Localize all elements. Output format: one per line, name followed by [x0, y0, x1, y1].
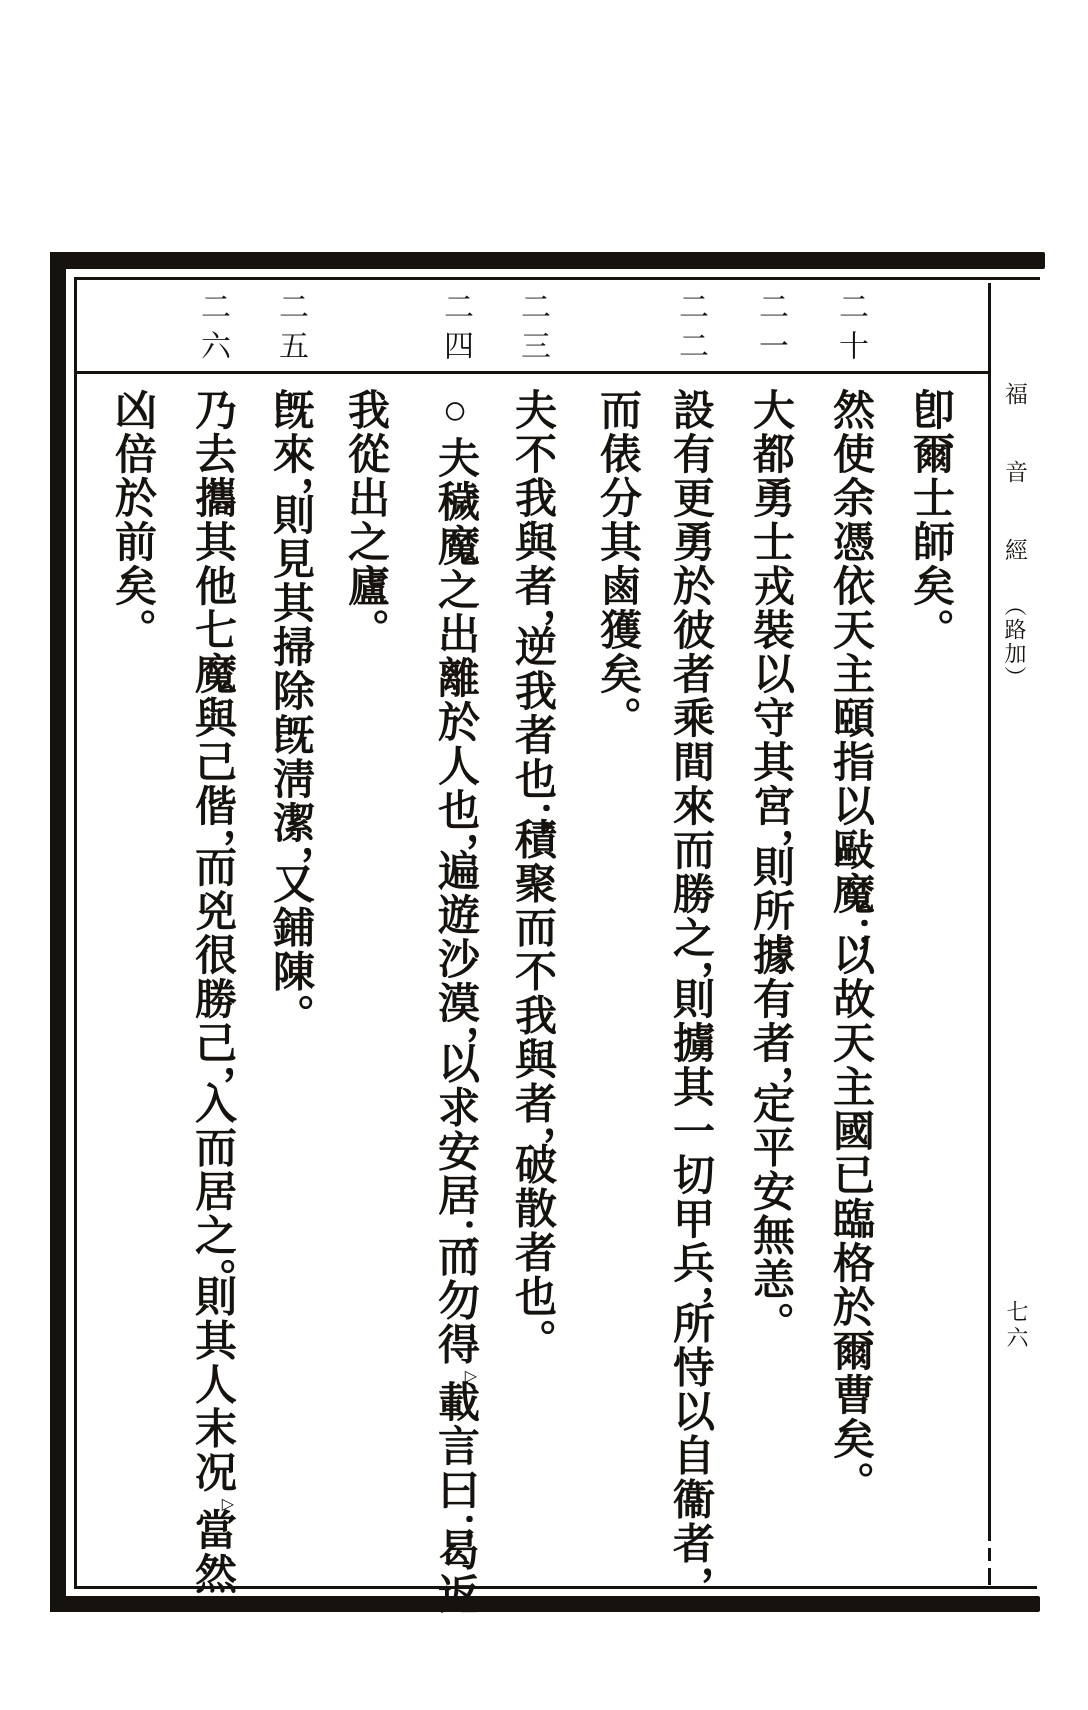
text-column-verse21: 大都勇士戎裝以守其宮，則所據有者，定平安無恙。 — [747, 388, 793, 1319]
verse-number-21: 二一 — [754, 291, 787, 369]
text-column-verse25: 旣來，則見其掃除旣淸潔，又鋪陳。 — [267, 388, 313, 1011]
text-column-verse22a: 設有更勇於彼者乘間來而勝之，則擄其一切甲兵，所恃以自衞者， — [667, 388, 713, 1583]
page-number: 七六 — [1004, 1300, 1029, 1352]
text-column-verse20: 然使余憑依天主頤指以敺魔；以故天主國已臨格於爾曹矣。 — [827, 388, 873, 1478]
text-column-intro: 卽爾士師矣。 — [907, 388, 953, 625]
text-column-verse23: 夫不我與者，逆我者也；積聚而不我與者，破散者也。 — [509, 388, 555, 1336]
book-title: 福音經 — [1002, 382, 1027, 616]
text-column-verse24a: ○夫穢魔之出離於人也，遍遊沙漠，以求安居；而勿得▷載言曰：曷返 — [432, 388, 479, 1617]
text-column-verse24b: 我從出之廬。 — [342, 388, 388, 625]
verse-number-20: 二十 — [834, 291, 867, 369]
margin-divider-dash — [988, 1568, 991, 1585]
verse-number-24: 二四 — [439, 291, 472, 369]
verse-number-22: 二二 — [674, 291, 707, 369]
header-separator-rule — [76, 371, 988, 374]
margin-divider-dash — [988, 1548, 991, 1561]
frame-bottom-outer-rule — [52, 1596, 1040, 1612]
verse-number-23: 二三 — [516, 291, 549, 369]
frame-left-inner-rule — [74, 277, 77, 1589]
frame-top-outer-rule — [52, 252, 1045, 269]
book-title-subtitle: （路加） — [1002, 594, 1027, 690]
frame-left-outer-rule — [50, 252, 66, 1612]
verse-number-26: 二六 — [196, 291, 229, 369]
text-column-verse22b: 而俵分其鹵獲矣。 — [594, 388, 640, 713]
text-column-verse26b: 凶倍於前矣。 — [109, 388, 155, 625]
margin-divider-rule — [988, 283, 991, 1541]
verse-number-25: 二五 — [274, 291, 307, 369]
frame-top-inner-rule — [74, 277, 1040, 280]
text-column-verse26a: 乃去攜其他七魔與己偕，而兇很勝己，入而居之。則其人末况▷當然 — [189, 388, 236, 1596]
